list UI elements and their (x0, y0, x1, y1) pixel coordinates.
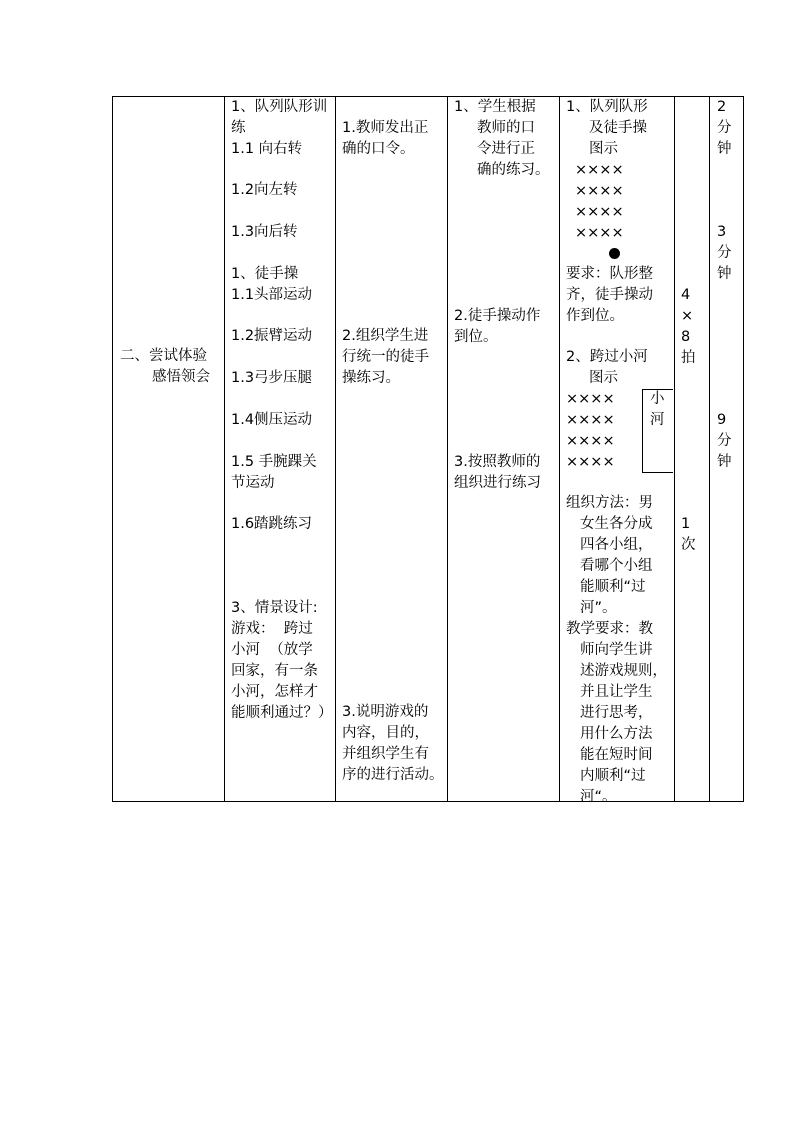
formation-row: ×××× (575, 204, 624, 220)
river-label: 小 (650, 391, 665, 407)
figure-title: 及徒手操 (589, 120, 647, 136)
student-line: 1、学生根据 (454, 99, 536, 115)
student-line: 令进行正 (477, 141, 535, 157)
column-divider (674, 97, 675, 801)
exercise-item: 1.3弓步压腿 (231, 370, 313, 386)
teach-req-line: 师向学生讲 (580, 642, 653, 658)
drill-title-cont: 练 (231, 120, 246, 136)
teacher-line: 并组织学生有 (342, 746, 429, 762)
reps-char: 次 (681, 537, 696, 553)
formation-row: ×××× (566, 454, 615, 470)
exercise-item: 1.2振臂运动 (231, 328, 313, 344)
exercise-item: 1.6踏跳练习 (231, 516, 313, 532)
teacher-line: 2.组织学生进 (342, 328, 429, 344)
figure-title: 图示 (589, 141, 618, 157)
reps-char: 1 (681, 516, 691, 532)
game-line: 3、情景设计: (231, 600, 318, 616)
org-method-line: 四各小组， (580, 537, 653, 553)
teach-req-line: 并且让学生 (580, 684, 653, 700)
formation-row: ×××× (575, 225, 624, 241)
reps-char: 拍 (681, 350, 696, 366)
column-divider (447, 97, 448, 801)
column-divider (335, 97, 336, 801)
game-line: 能顺利通过？） (231, 705, 333, 721)
exercise-item: 1.1头部运动 (231, 287, 313, 303)
student-line: 3.按照教师的 (454, 454, 541, 470)
game-line: 回家，有一条 (231, 663, 318, 679)
drill-item: 1.3向后转 (231, 224, 298, 240)
time-char: 钟 (717, 266, 732, 282)
figure-title: 2、跨过小河 (566, 349, 648, 365)
student-line: 到位。 (454, 329, 498, 345)
requirement-line: 要求：队形整 (566, 266, 653, 282)
formation-row: ×××× (566, 391, 615, 407)
teach-req-line: 教学要求：教 (566, 621, 653, 637)
column-divider (559, 97, 560, 801)
org-method-line: 能顺利“过 (580, 579, 646, 595)
drill-title: 1、队列队形训 (231, 99, 328, 115)
time-char: 分 (717, 120, 732, 136)
column-divider (224, 97, 225, 801)
requirement-line: 作到位。 (566, 308, 624, 324)
org-method-line: 女生各分成 (580, 516, 653, 532)
student-line: 教师的口 (477, 120, 535, 136)
time-char: 钟 (717, 141, 732, 157)
teacher-line: 操练习。 (342, 370, 400, 386)
teacher-line: 内容，目的， (342, 725, 429, 741)
teach-req-line: 内顺利“过 (580, 768, 646, 784)
org-method-line: 看哪个小组 (580, 558, 653, 574)
figure-title: 图示 (589, 370, 618, 386)
exercise-item-cont: 节运动 (231, 475, 275, 491)
teach-req-line: 进行思考， (580, 705, 653, 721)
figure-title: 1、队列队形 (566, 99, 648, 115)
student-line: 组织进行练习 (454, 475, 541, 491)
org-method-line: 组织方法：男 (566, 495, 653, 511)
teach-req-line: 河“。 (580, 789, 617, 805)
time-char: 2 (717, 99, 727, 115)
formation-row: ×××× (566, 433, 615, 449)
formation-row: ×××× (566, 412, 615, 428)
teacher-line: 确的口令。 (342, 141, 415, 157)
time-char: 9 (717, 412, 727, 428)
exercise-item: 1.4侧压运动 (231, 412, 313, 428)
teacher-line: 行统一的徒手 (342, 349, 429, 365)
teacher-line: 1.教师发出正 (342, 120, 429, 136)
game-line: 小河，怎样才 (231, 684, 318, 700)
formation-row: ×××× (575, 162, 624, 178)
teacher-position-dot (609, 248, 620, 259)
time-char: 钟 (717, 454, 732, 470)
game-line: 游戏： 跨过 (231, 621, 313, 637)
teacher-line: 3.说明游戏的 (342, 704, 429, 720)
teacher-line: 序的进行活动。 (342, 767, 444, 783)
river-label: 河 (650, 412, 665, 428)
drill-item: 1.1 向右转 (231, 141, 303, 157)
student-line: 确的练习。 (477, 162, 550, 178)
requirement-line: 齐，徒手操动 (566, 287, 653, 303)
student-line: 2.徒手操动作 (454, 308, 541, 324)
teach-req-line: 述游戏规则， (580, 663, 667, 679)
time-char: 3 (717, 224, 727, 240)
column-divider (709, 97, 710, 801)
section-title-line1: 二、尝试体验 (120, 348, 207, 364)
reps-char: 4 (681, 287, 691, 303)
org-method-line: 河”。 (580, 600, 617, 616)
section-title-line2: 感悟领会 (152, 369, 210, 385)
exercise-item: 1.5 手腕踝关 (231, 454, 317, 470)
teach-req-line: 用什么方法 (580, 726, 653, 742)
reps-char: × (681, 308, 694, 324)
time-char: 分 (717, 245, 732, 261)
time-char: 分 (717, 433, 732, 449)
drill-item: 1.2向左转 (231, 182, 298, 198)
game-line: 小河 （放学 (231, 642, 313, 658)
formation-row: ×××× (575, 183, 624, 199)
reps-char: 8 (681, 329, 691, 345)
exercise-title: 1、徒手操 (231, 266, 299, 282)
teach-req-line: 能在短时间 (580, 747, 653, 763)
